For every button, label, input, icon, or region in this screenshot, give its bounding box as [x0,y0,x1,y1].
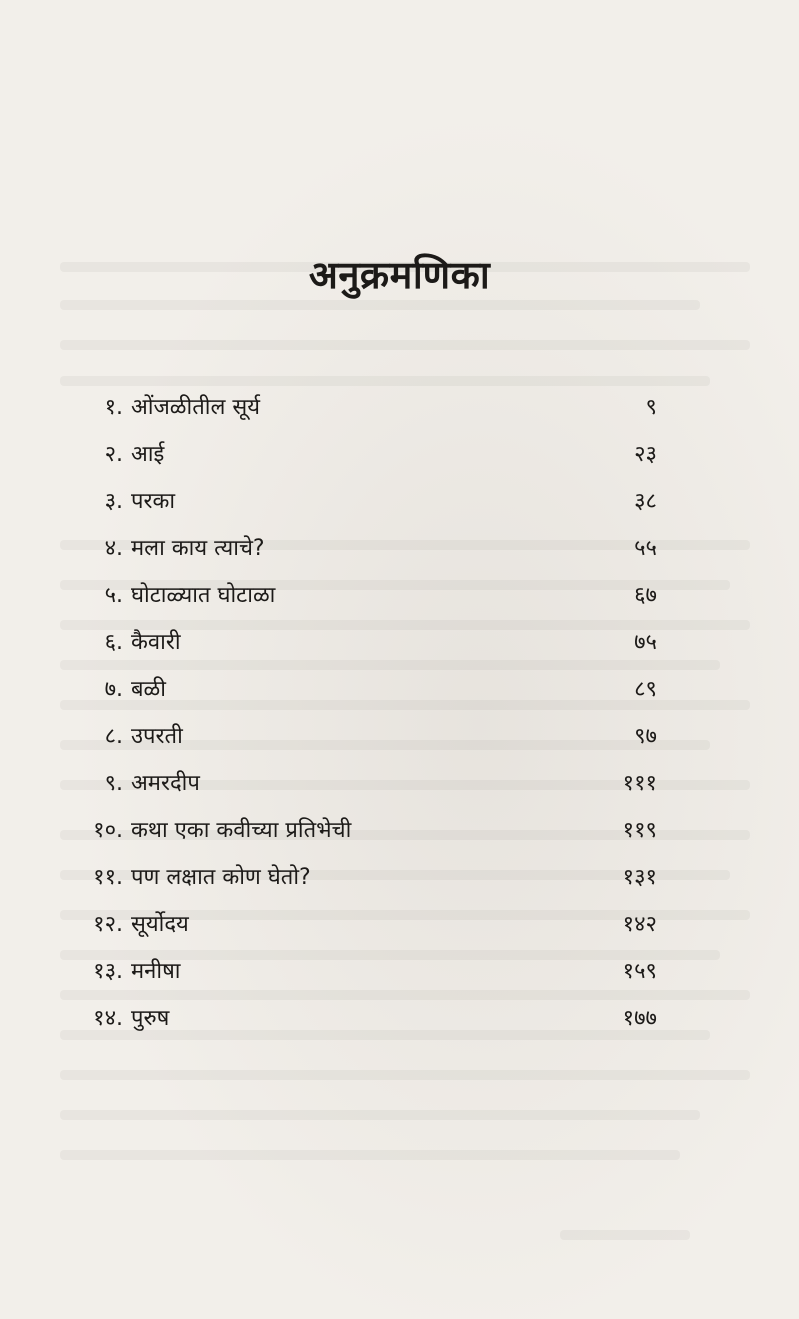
entry-number: ७. [104,677,123,702]
entry-page-number: ३८ [634,489,657,514]
entry-title: उपरती [131,724,183,749]
entry-page-number: ५५ [634,536,657,561]
entry-number: १०. [93,818,123,843]
toc-entry [0,905,799,945]
bleed-through-line [60,1070,750,1080]
entry-title: अमरदीप [131,771,200,796]
entry-title: कथा एका कवीच्या प्रतिभेची [131,818,352,843]
bleed-through-line [60,300,700,310]
entry-page-number: ९७ [634,724,657,749]
entry-page-number: १७७ [622,1006,657,1031]
bleed-through-line [60,376,710,386]
entry-page-number: १३१ [622,865,657,890]
entry-page-number: १५९ [622,959,657,984]
toc-entry [0,764,799,804]
entry-page-number: २३ [634,442,657,467]
entry-title: परका [131,489,176,514]
entry-page-number: ६७ [634,583,657,608]
entry-page-number: ९ [645,395,657,420]
entry-number: ९. [104,771,123,796]
entry-title: घोटाळ्यात घोटाळा [131,583,276,608]
entry-title: ओंजळीतील सूर्य [131,395,261,420]
bleed-through-line [60,1150,680,1160]
bleed-through-line [60,340,750,350]
entry-number: १२. [93,912,123,937]
entry-title: आई [131,442,165,467]
toc-entry [0,811,799,851]
entry-number: ३. [104,489,123,514]
entry-page-number: १११ [622,771,657,796]
entry-number: १३. [93,959,123,984]
toc-entry [0,529,799,569]
toc-entry [0,435,799,475]
toc-entry [0,952,799,992]
toc-entry [0,388,799,428]
entry-number: १. [104,395,123,420]
entry-title: सूर्योदय [131,912,189,937]
toc-entry [0,670,799,710]
entry-title: पुरुष [131,1006,170,1031]
entry-page-number: १४२ [622,912,657,937]
entry-page-number: ८९ [634,677,657,702]
entry-number: ५. [104,583,123,608]
entry-number: ४. [104,536,123,561]
entry-number: १४. [93,1006,123,1031]
bleed-through-line [560,1230,690,1240]
entry-title: कैवारी [131,630,181,655]
toc-entry [0,999,799,1039]
entry-number: ११. [93,865,123,890]
toc-entry [0,858,799,898]
entry-page-number: ७५ [634,630,657,655]
entry-title: मनीषा [131,959,181,984]
entry-title: पण लक्षात कोण घेतो? [131,865,311,890]
entry-number: २. [104,442,123,467]
entry-number: ६. [104,630,123,655]
entry-number: ८. [104,724,123,749]
page-title: अनुक्रमणिका [308,253,491,297]
toc-entry [0,576,799,616]
entry-page-number: ११९ [622,818,657,843]
entry-title: बळी [131,677,166,702]
toc-entry [0,482,799,522]
bleed-through-line [60,1110,700,1120]
toc-entry [0,623,799,663]
toc-entry [0,717,799,757]
entry-title: मला काय त्याचे? [131,536,265,561]
